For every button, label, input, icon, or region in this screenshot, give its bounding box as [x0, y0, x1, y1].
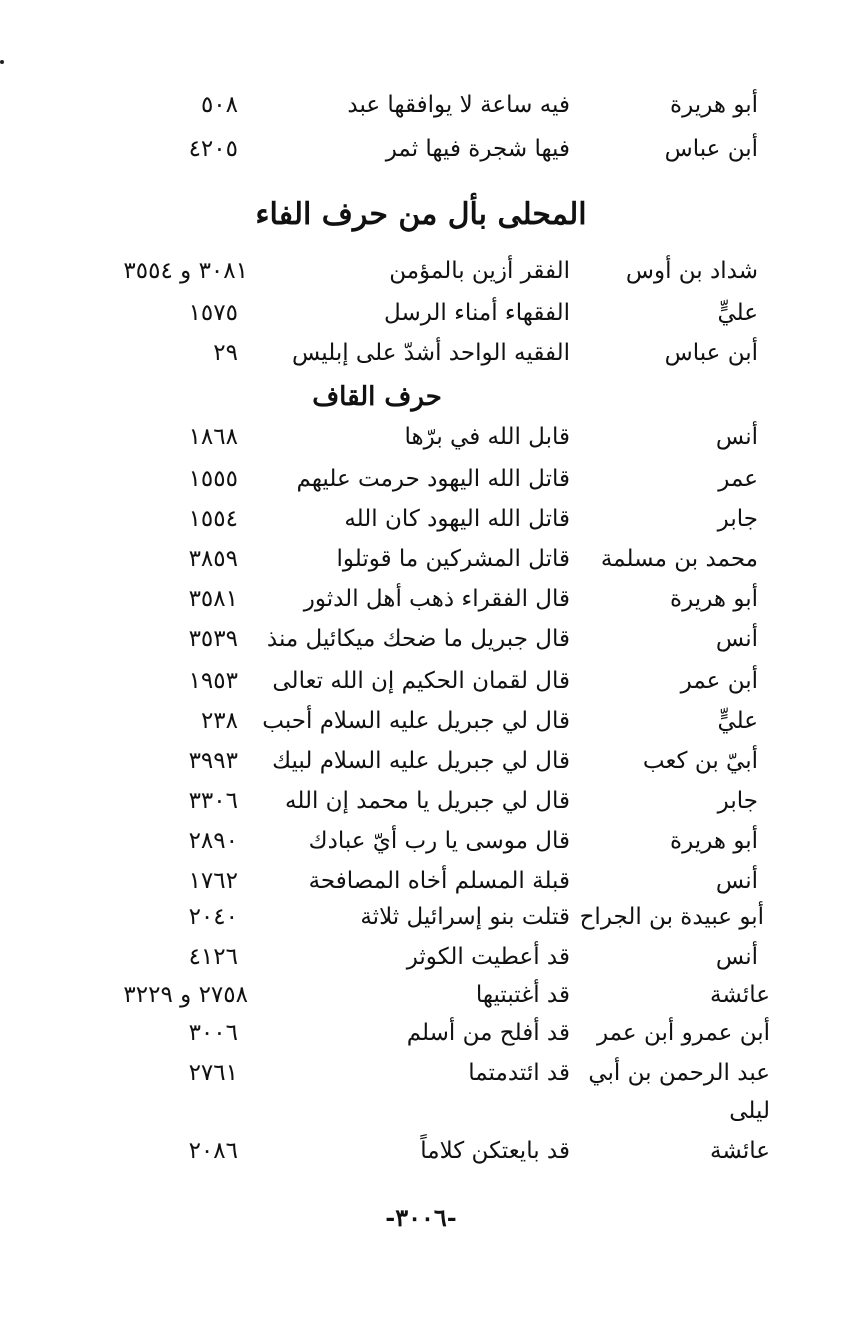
index-row	[0, 938, 842, 976]
narrator: جابر	[717, 506, 758, 532]
index-row	[0, 862, 842, 900]
narrator: أبو هريرة	[670, 828, 758, 854]
narrator: عمر	[718, 466, 758, 492]
hadith-text: قاتل الله اليهود كان الله	[344, 506, 570, 532]
hadith-number: ١٩٥٣	[188, 668, 238, 694]
index-row	[0, 976, 842, 1014]
narrator: ليلى	[729, 1098, 770, 1124]
hadith-number: ٣٨٥٩	[188, 546, 238, 572]
narrator: أبيّ بن كعب	[642, 748, 758, 774]
index-row	[0, 1014, 842, 1052]
index-row	[0, 294, 842, 332]
hadith-text: فيه ساعة لا يوافقها عبد	[347, 92, 570, 118]
index-row	[0, 334, 842, 372]
hadith-number: ٢٠٨٦	[188, 1138, 238, 1164]
index-row	[0, 418, 842, 456]
hadith-number: ٢٧٥٨ و ٣٢٢٩	[123, 982, 248, 1008]
hadith-number: ٣٣٠٦	[188, 788, 238, 814]
hadith-text: قاتل المشركين ما قوتلوا	[336, 546, 570, 572]
hadith-text: قال لي جبريل عليه السلام أحبب	[262, 708, 570, 734]
index-row	[0, 252, 842, 290]
index-row	[0, 500, 842, 538]
hadith-text: قال لقمان الحكيم إن الله تعالى	[272, 668, 570, 694]
hadith-number: ١٥٥٥	[188, 466, 238, 492]
hadith-text: قال موسى يا رب أيّ عبادك	[308, 828, 570, 854]
narrator: شداد بن أوس	[625, 258, 758, 284]
hadith-number: ٣٠٨١ و ٣٥٥٤	[123, 258, 248, 284]
narrator: محمد بن مسلمة	[600, 546, 758, 572]
index-row	[0, 702, 842, 740]
scan-speck	[0, 60, 4, 64]
hadith-number: ٣٥٨١	[188, 586, 238, 612]
hadith-text: قتلت بنو إسرائيل ثلاثة	[360, 904, 570, 930]
index-row	[0, 620, 842, 658]
hadith-number: ٣٩٩٣	[188, 748, 238, 774]
section-title: المحلى بأل من حرف الفاء	[255, 197, 587, 232]
hadith-text: قد أفلح من أسلم	[406, 1020, 570, 1046]
index-row	[0, 742, 842, 780]
narrator: عبد الرحمن بن أبي	[588, 1060, 770, 1086]
narrator: أنس	[715, 868, 758, 894]
hadith-text: قابل الله في برّها	[404, 424, 570, 450]
narrator: أبو عبيدة بن الجراح	[579, 904, 764, 930]
hadith-number: ٢٩	[213, 340, 238, 366]
hadith-text: الفقهاء أمناء الرسل	[384, 300, 570, 326]
index-row	[0, 782, 842, 820]
index-row	[0, 460, 842, 498]
hadith-number: ٤١٢٦	[188, 944, 238, 970]
index-row	[0, 580, 842, 618]
hadith-number: ١٥٧٥	[188, 300, 238, 326]
hadith-text: قال الفقراء ذهب أهل الدثور	[303, 586, 570, 612]
hadith-number: ٥٠٨	[200, 92, 238, 118]
narrator: عائشة	[710, 1138, 770, 1164]
hadith-text: قال لي جبريل يا محمد إن الله	[285, 788, 570, 814]
index-row	[0, 898, 842, 936]
hadith-text: قاتل الله اليهود حرمت عليهم	[296, 466, 570, 492]
hadith-number: ١٧٦٢	[188, 868, 238, 894]
index-row	[0, 1054, 842, 1092]
narrator: عليٍّ	[717, 708, 758, 734]
hadith-number: ١٨٦٨	[188, 424, 238, 450]
index-row	[0, 130, 842, 168]
narrator: أبن عمر	[680, 668, 758, 694]
narrator: أبو هريرة	[670, 92, 758, 118]
narrator: أنس	[715, 424, 758, 450]
narrator: أبو هريرة	[670, 586, 758, 612]
narrator: أبن عمرو أبن عمر	[596, 1020, 770, 1046]
hadith-text: قد أغتبتيها	[475, 982, 570, 1008]
narrator: عائشة	[710, 982, 770, 1008]
hadith-number: ٢٨٩٠	[188, 828, 238, 854]
hadith-text: قد بايعتكن كلاماً	[420, 1138, 570, 1164]
narrator: أبن عباس	[664, 340, 758, 366]
narrator: أبن عباس	[664, 136, 758, 162]
subsection-title: حرف القاف	[312, 382, 442, 412]
index-row	[0, 662, 842, 700]
hadith-number: ٢٣٨	[200, 708, 238, 734]
hadith-text: قال جبريل ما ضحك ميكائيل منذ	[266, 626, 570, 652]
narrator: أنس	[715, 944, 758, 970]
hadith-number: ٢٧٦١	[188, 1060, 238, 1086]
hadith-number: ١٥٥٤	[188, 506, 238, 532]
hadith-number: ٣٥٣٩	[188, 626, 238, 652]
index-row	[0, 540, 842, 578]
hadith-text: قد ائتدمتما	[468, 1060, 570, 1086]
hadith-number: ٢٠٤٠	[188, 904, 238, 930]
index-row	[0, 822, 842, 860]
hadith-text: قال لي جبريل عليه السلام لبيك	[272, 748, 570, 774]
hadith-number: ٤٢٠٥	[188, 136, 238, 162]
page-number: -٣٠٠٦-	[385, 1203, 457, 1232]
index-row	[0, 86, 842, 124]
narrator: عليٍّ	[717, 300, 758, 326]
hadith-text: الفقر أزين بالمؤمن	[389, 258, 570, 284]
index-row-continuation	[0, 1092, 842, 1130]
hadith-text: فيها شجرة فيها ثمر	[385, 136, 570, 162]
hadith-number: ٣٠٠٦	[188, 1020, 238, 1046]
hadith-text: الفقيه الواحد أشدّ على إبليس	[291, 340, 570, 366]
narrator: جابر	[717, 788, 758, 814]
narrator: أنس	[715, 626, 758, 652]
index-row	[0, 1132, 842, 1170]
hadith-text: قد أعطيت الكوثر	[406, 944, 570, 970]
hadith-text: قبلة المسلم أخاه المصافحة	[308, 868, 570, 894]
